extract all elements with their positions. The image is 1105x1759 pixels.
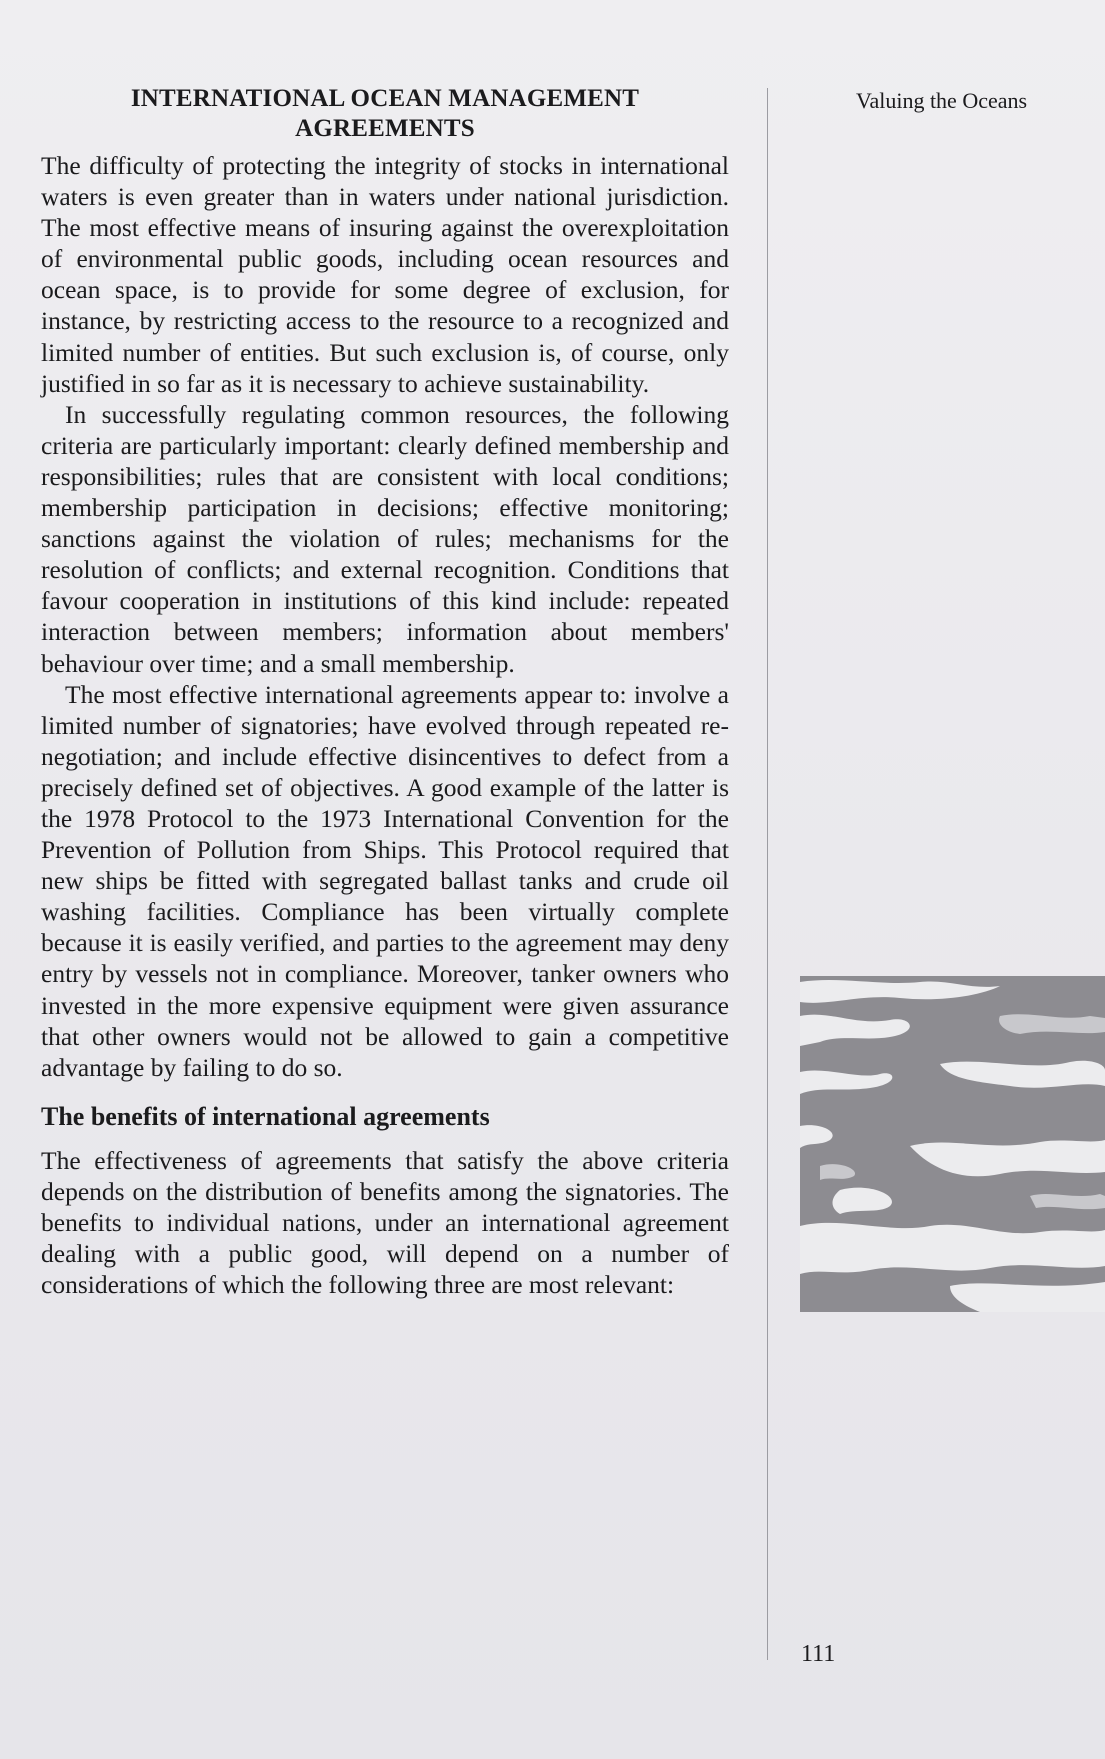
section-paragraph: The effectiveness of agreements that satisfy the above criteria depends on the distribution of benefits among the signatories. The benefits to individual nations, under an international agreement dealing with a public good, will depend on a number of considerations of which the following three are most relevant:	[41, 1145, 729, 1300]
article-title	[41, 84, 729, 144]
article-title-line-1: INTERNATIONAL OCEAN MANAGEMENT	[130, 85, 640, 112]
column-divider-rule	[767, 88, 768, 1660]
ocean-wave-photo-graphic	[800, 976, 1105, 1312]
section-heading: The benefits of international agreements	[41, 1101, 490, 1131]
main-text-column	[41, 84, 729, 1300]
body-paragraph-2: In successfully regulating common resources, the following criteria are particularly important: clearly defined membership and responsibilities; rules that are consistent with local conditions; membership participation in decisions; effective monitoring; sanctions against the violation of rules; mechanisms for the resolution of conflicts; and external recognition. Conditions that favour cooperation in institutions of this kind include: repeated interaction between members; information about members' behaviour over time; and a small membership.	[41, 399, 729, 678]
body-paragraph-1: The difficulty of protecting the integrity of stocks in international waters is even greater than in waters under national jurisdiction. The most effective means of insuring against the overexploitation of environmental public goods, including ocean resources and ocean space, is to provide for some degree of exclusion, for instance, by restricting access to the resource to a recognized and limited number of entities. But such exclusion is, of course, only justified in so far as it is necessary to achieve sustainability.	[41, 151, 729, 398]
ocean-wave-photo	[800, 976, 1105, 1312]
body-paragraph-3: The most effective international agreements appear to: involve a limited number of signatories; have evolved through repeated re-negotiation; and include effective disincentives to defect from a precisely defined set of objectives. A good example of the latter is the 1978 Protocol to the 1973 International Convention for the Prevention of Pollution from Ships. This Protocol required that new ships be fitted with segregated ballast tanks and crude oil washing facilities. Compliance has been virtually complete because it is easily verified, and parties to the agreement may deny entry by vessels not in compliance. Moreover, tanker owners who invested in the more expensive equipment were given assurance that other owners would not be allowed to gain a competitive advantage by failing to do so.	[41, 679, 729, 1082]
article-title-line-2: AGREEMENTS	[295, 115, 475, 142]
running-head: Valuing the Oceans	[856, 88, 1028, 113]
page-number: 111	[801, 1641, 836, 1667]
